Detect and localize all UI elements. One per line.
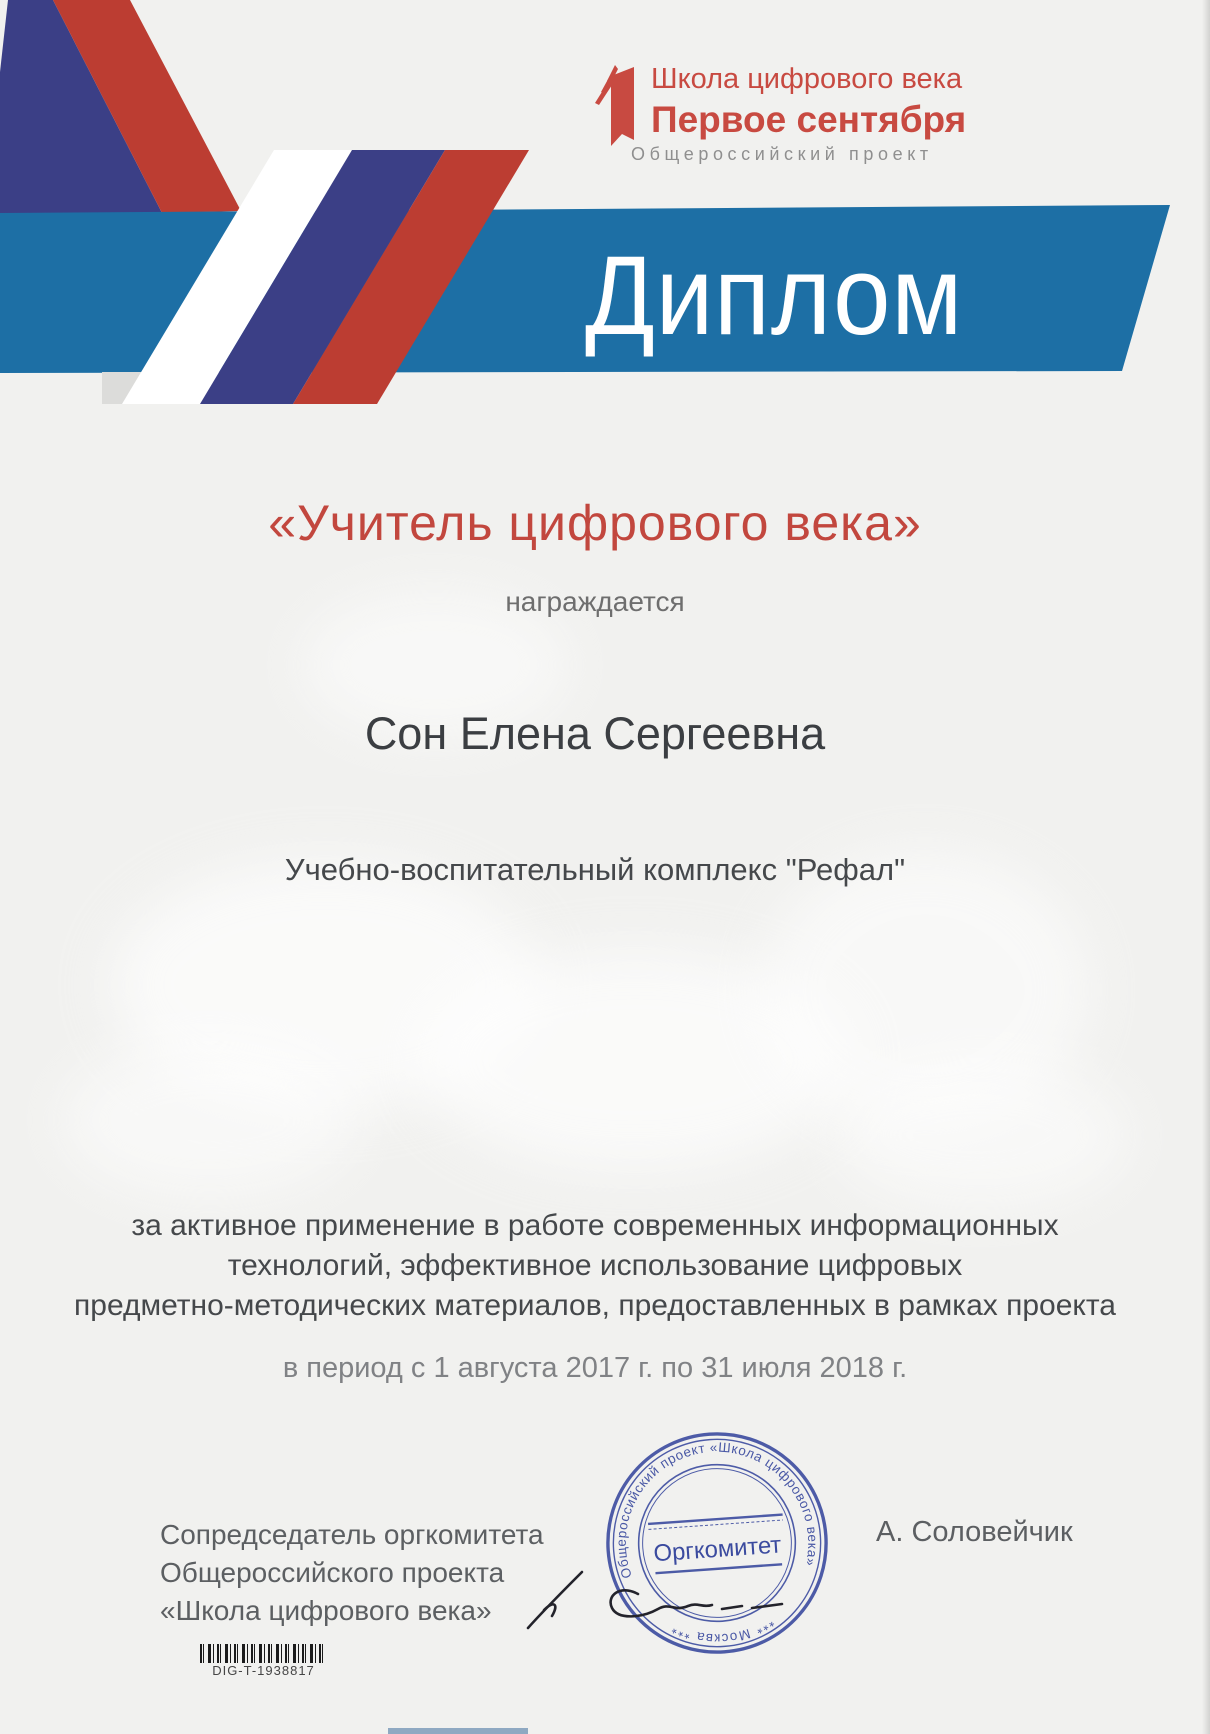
stamp-center-text: Оргкомитет [652,1531,783,1568]
handwritten-signature [460,1556,830,1641]
signatory-title-line: Общероссийского проекта [160,1557,505,1588]
logo-subtitle: Общероссийский проект [631,144,933,164]
award-title: «Учитель цифрового века» [268,495,922,551]
signatory-title-line: «Школа цифрового века» [160,1595,492,1626]
award-verb: награждается [505,586,685,617]
stamp-bottom-text: *** Москва *** [668,1614,777,1647]
description-line: предметно-методических материалов, предоставленных в рамках проекта [74,1289,1116,1322]
stamp-ring-text: Общероссийский проект «Школа цифрового века» [613,1439,821,1581]
barcode-code: DIG-T-1938817 [212,1663,315,1678]
pervoe-sentyabrya-logo-icon [593,62,637,150]
signatory-title-line: Сопредседатель оргкомитета [160,1519,544,1550]
recipient-organization: Учебно-воспитательный комплекс "Рефал" [284,852,906,887]
map-watermark-blob [60,1040,360,1200]
barcode [200,1644,327,1663]
description-line: за активное применение в работе современных информационных [131,1209,1059,1242]
banner-title: Диплом [585,233,964,358]
award-period: в период с 1 августа 2017 г. по 31 июля 2018 г. [282,1352,908,1384]
logo-publisher-name: Первое сентября [651,99,967,140]
scan-artifact [388,1728,528,1734]
recipient-name: Сон Елена Сергеевна [364,708,826,759]
logo-project-name: Школа цифрового века [651,63,963,95]
signatory-name: А. Соловейчик [876,1516,1073,1548]
award-description [0,1206,1190,1326]
description-line: технологий, эффективное использование цифровых [227,1249,963,1282]
scan-edge-shadow [1202,0,1210,1734]
map-watermark-blob [830,1060,1130,1210]
